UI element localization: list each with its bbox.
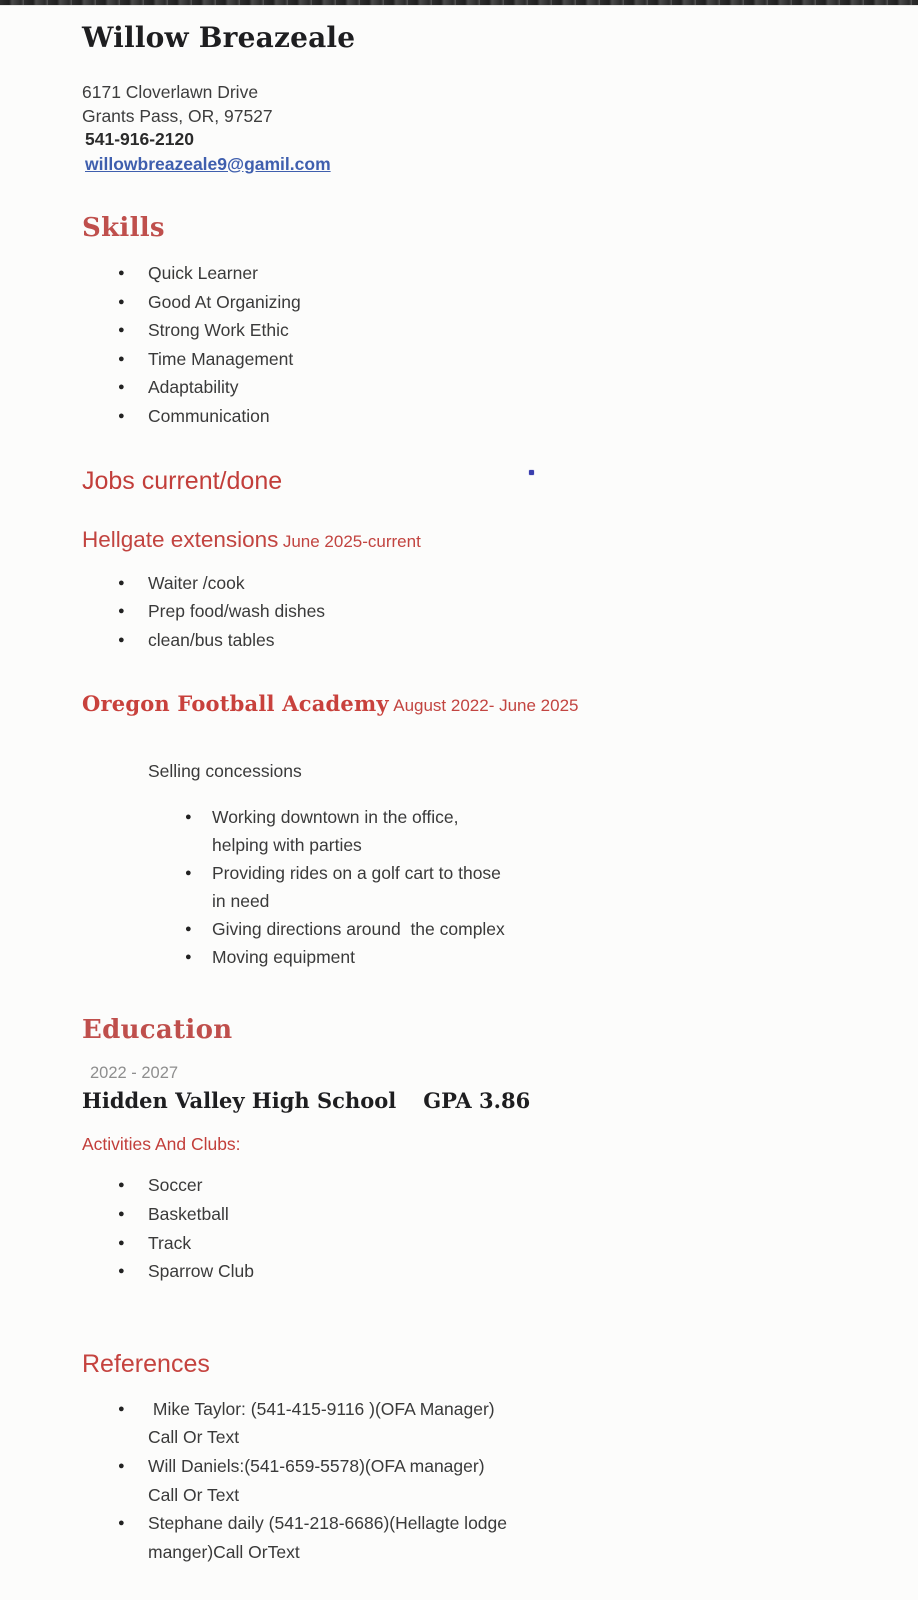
list-item: ● Adaptability	[118, 373, 858, 402]
list-item: ● Waiter /cook	[118, 569, 858, 598]
list-item: ● Track	[118, 1229, 858, 1258]
activities-list	[82, 1171, 858, 1285]
list-item: ● Communication	[118, 402, 858, 431]
education-heading: Education	[82, 1015, 233, 1046]
school-name: Hidden Valley High School	[82, 1088, 397, 1114]
job-dates: June 2025-current	[282, 531, 421, 551]
jobs-section-heading: Jobs current/done	[82, 466, 283, 495]
contact-block	[82, 81, 858, 176]
list-item: ● Quick Learner	[118, 259, 858, 288]
scanned-page-top-edge	[0, 0, 918, 6]
address-line-2: Grants Pass, OR, 97527	[82, 105, 273, 126]
resume-page	[0, 21, 918, 1566]
email-link[interactable]: willowbreazeale9@gamil.com	[85, 153, 331, 174]
reference-item: ● Mike Taylor: (541-415-9116 )(OFA Manager) Call Or Text	[118, 1395, 508, 1452]
job-dates: August 2022- June 2025	[393, 696, 579, 716]
job-intro-text: Selling concessions	[148, 761, 302, 782]
list-item: ● Soccer	[118, 1171, 858, 1200]
list-item: ● Strong Work Ethic	[118, 316, 858, 345]
list-item: ● Providing rides on a golf cart to those in need	[185, 859, 515, 915]
list-item: ● Giving directions around the complex	[185, 915, 515, 943]
job-duties-list	[82, 803, 858, 971]
list-item: ● Sparrow Club	[118, 1257, 858, 1286]
person-name: Willow Breazeale	[82, 21, 356, 54]
list-item: ● Basketball	[118, 1200, 858, 1229]
list-item: ● Working downtown in the office, helping with parties	[185, 803, 515, 859]
job-entry-heading	[82, 691, 858, 716]
list-item: ● Prep food/wash dishes	[118, 597, 858, 626]
job-name: Hellgate extensions	[82, 526, 279, 552]
references-heading: References	[82, 1349, 210, 1378]
job-name: Oregon Football Academy	[82, 691, 389, 717]
activities-heading: Activities And Clubs:	[82, 1134, 241, 1155]
gpa-value: GPA 3.86	[423, 1088, 531, 1114]
references-list	[82, 1395, 858, 1567]
job-duties-list	[82, 569, 858, 655]
list-item: ● clean/bus tables	[118, 626, 858, 655]
list-item: ● Time Management	[118, 345, 858, 374]
education-school-line	[82, 1088, 858, 1113]
list-item: ● Good At Organizing	[118, 288, 858, 317]
job-entry-heading	[82, 527, 858, 553]
skills-heading: Skills	[82, 213, 165, 243]
ink-dot-artifact	[529, 470, 534, 475]
reference-item: ● Will Daniels:(541-659-5578)(OFA manager) Call Or Text	[118, 1452, 508, 1509]
phone-number: 541-916-2120	[85, 129, 194, 149]
address-line-1: 6171 Cloverlawn Drive	[82, 82, 259, 102]
reference-item: ● Stephane daily (541-218-6686)(Hellagte lodge manger)Call OrText	[118, 1509, 508, 1566]
skills-list	[82, 259, 858, 431]
list-item: ● Moving equipment	[185, 943, 515, 971]
education-years: 2022 - 2027	[90, 1064, 179, 1083]
